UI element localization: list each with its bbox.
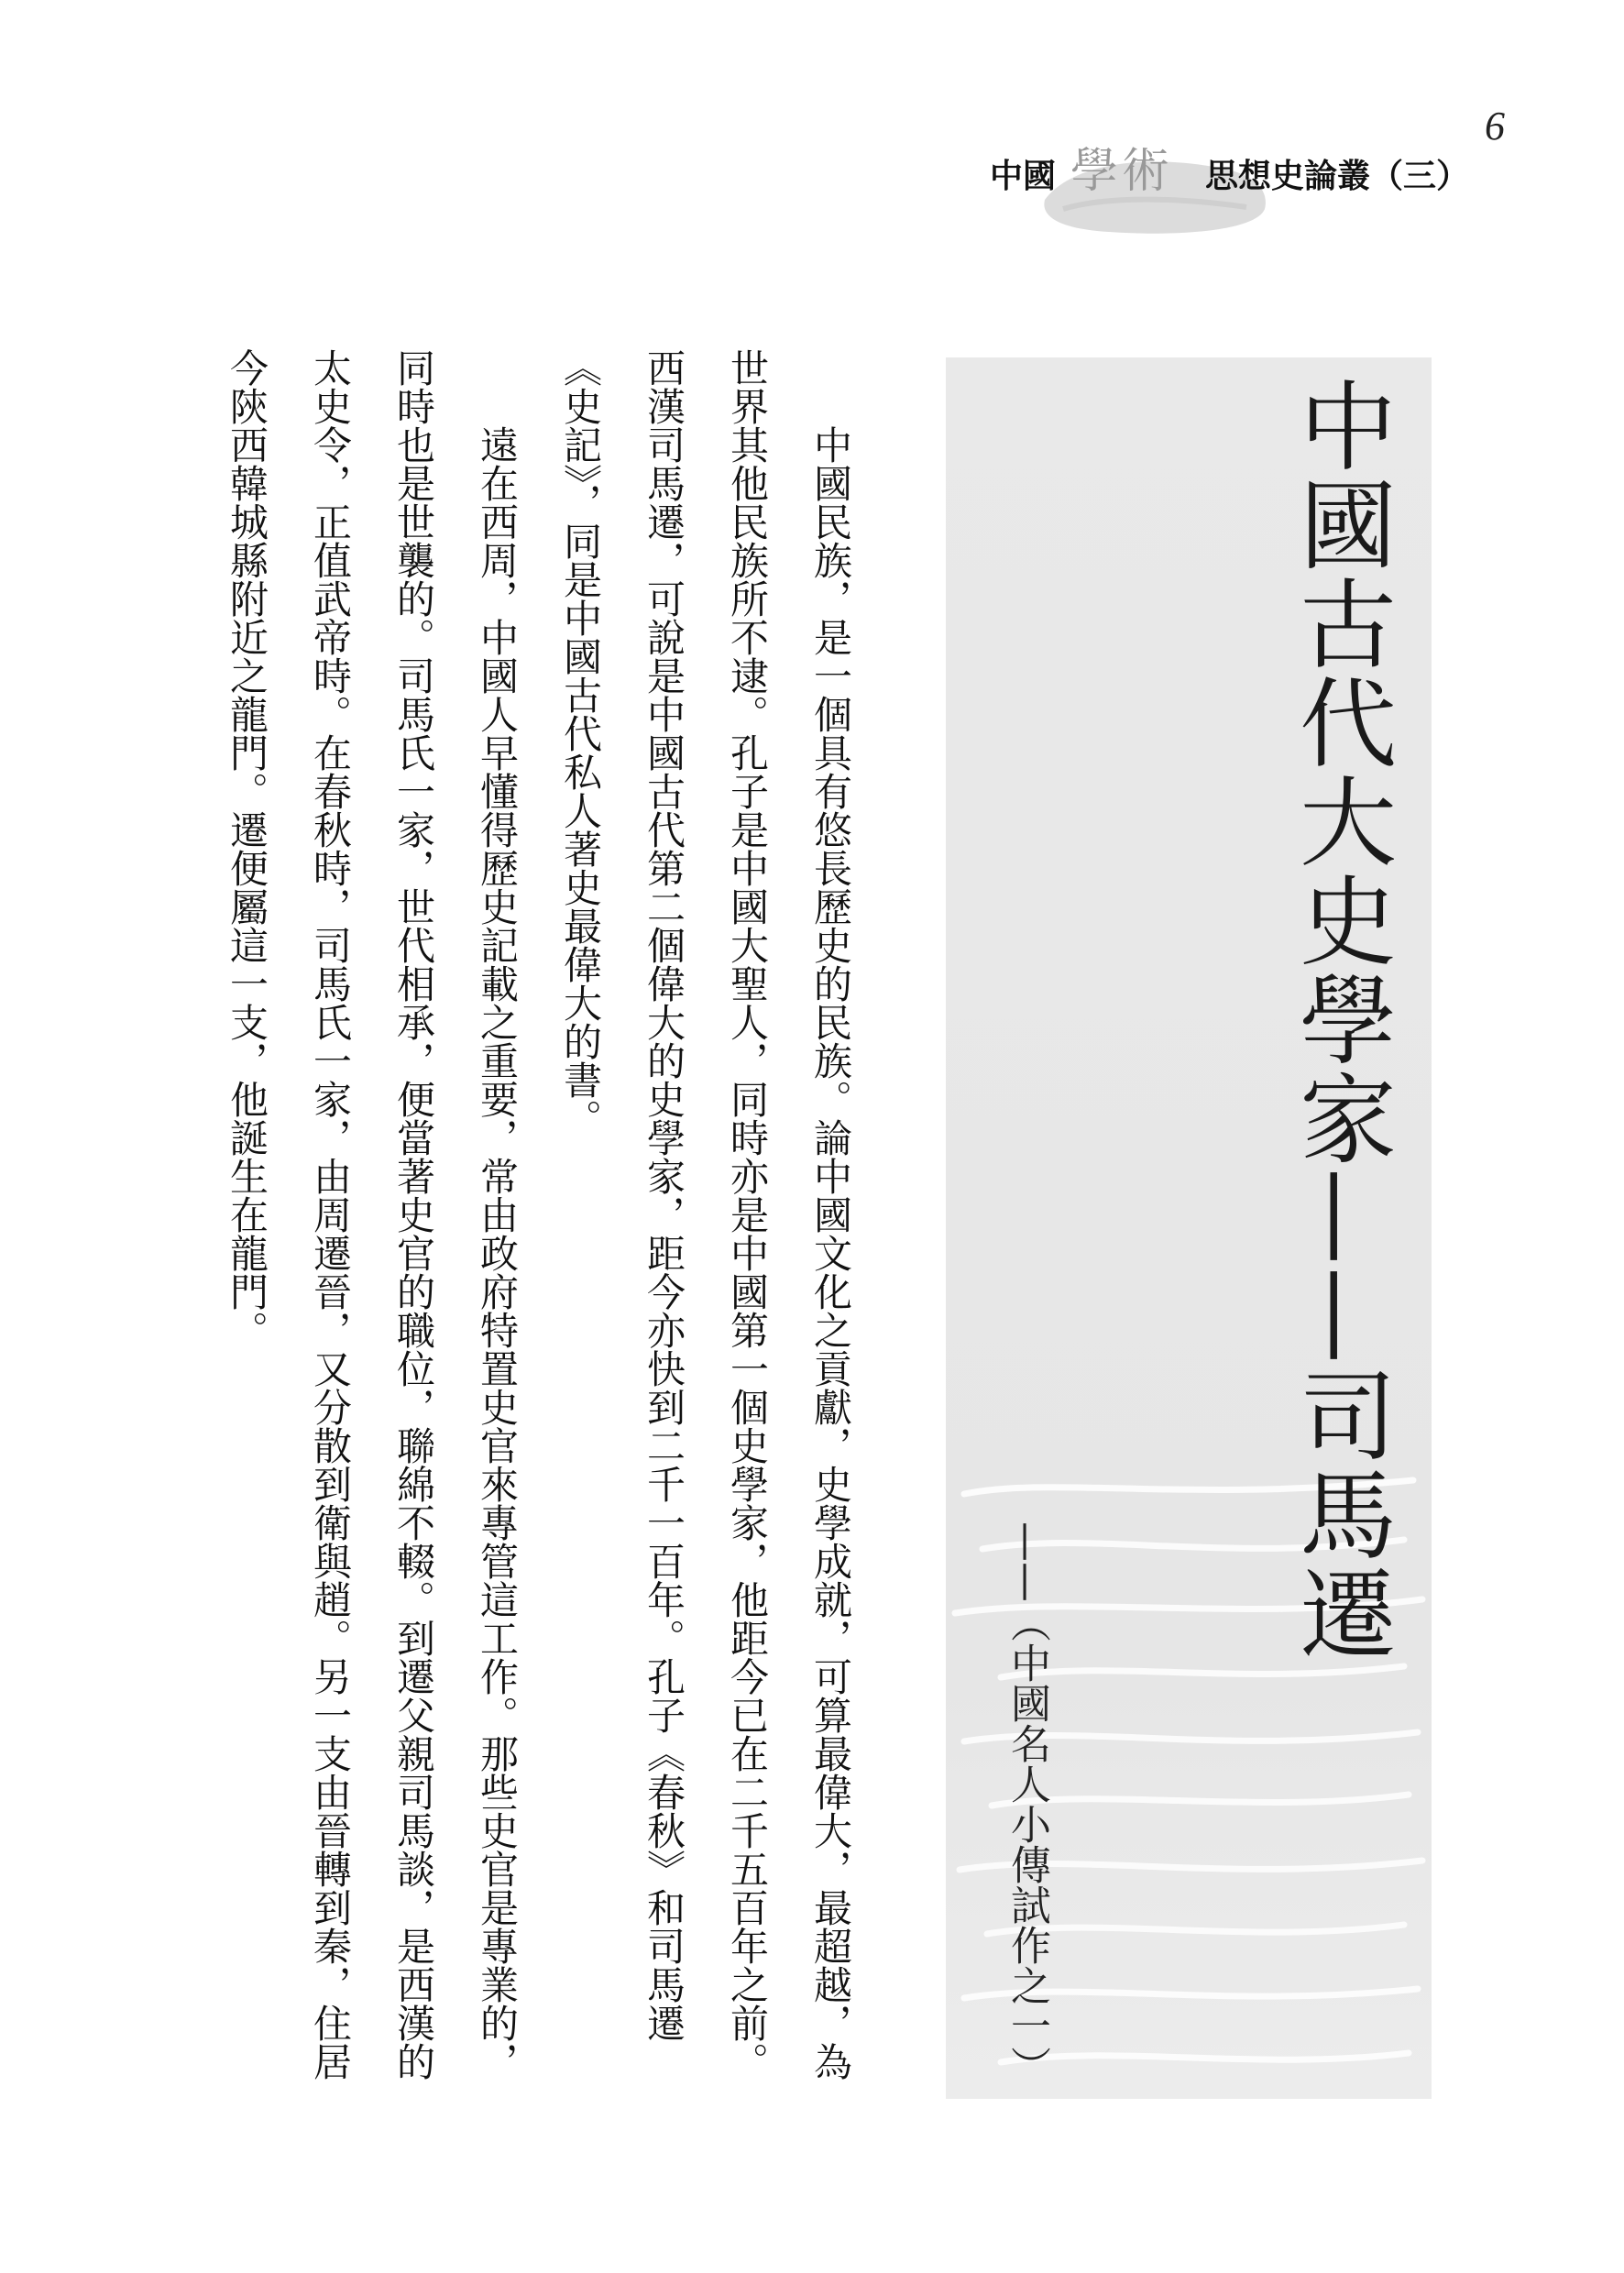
paragraph-1: 中國民族，是一個具有悠長歷史的民族。論中國文化之貢獻，史學成就，可算最偉大，最超越，為世界其他民族所不逮。孔子是中國大聖人，同時亦是中國第一個史學家，他距今已在二千五百年之前。西漢司馬遷，可說是中國古代第二個偉大的史學家，距今亦快到二千一百年。孔子《春秋》和司馬遷《史記》，同是中國古代私人著史最偉大的書。 [558,348,853,2081]
article-body [203,348,872,2090]
paragraph-2: 遠在西周，中國人早懂得歷史記載之重要，常由政府特置史官來專管這工作。那些史官是專業的，同時也是世襲的。司馬氏一家，世代相承，便當著史官的職位，聯綿不輟。到遷父親司馬談，是西漢的太史令，正值武帝時。在春秋時，司馬氏一家，由周遷晉，又分散到衛與趙。另一支由晉轉到秦，住居今陝西韓城縣附近之龍門。遷便屬這一支，他誕生在龍門。 [225,348,520,2081]
series-title-brush: 學術 [1070,144,1174,199]
running-header [962,136,1476,246]
series-title-prefix: 中國 [990,158,1057,195]
series-title-suffix: 思想史論叢（三） [1205,158,1470,195]
article-title: 中國古代大史學家——司馬遷 [1284,376,1397,1663]
article-subtitle: ——（中國名人小傳試作之一） [1004,1521,1050,2086]
page-number: 6 [1485,104,1505,148]
